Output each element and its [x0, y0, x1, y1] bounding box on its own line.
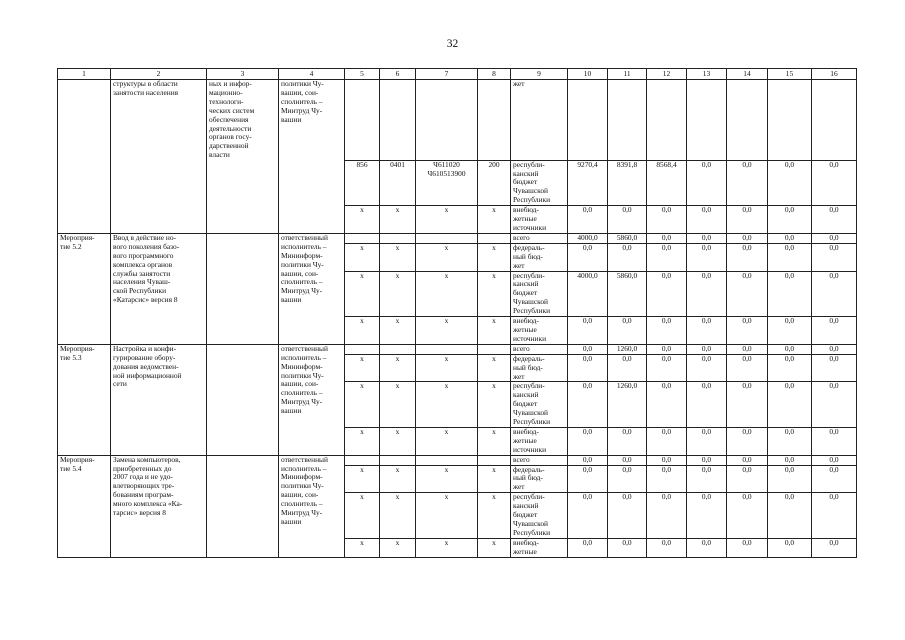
value-cell: 0,0	[727, 233, 768, 243]
funding-source-cell: федераль- ный бюд- жет	[511, 354, 568, 382]
value-cell: 0,0	[768, 354, 812, 382]
kbk-gr-cell: x	[345, 493, 380, 539]
value-cell: 0,0	[812, 243, 857, 271]
value-cell: 0,0	[608, 206, 647, 234]
value-cell: 0,0	[608, 538, 647, 557]
value-cell: 0,0	[727, 271, 768, 317]
measure-code-cell	[58, 160, 111, 206]
value-cell: 0,0	[687, 344, 727, 354]
value-cell: 0,0	[647, 455, 687, 465]
column-header: 10	[568, 69, 608, 80]
kbk-vr-cell: x	[478, 427, 511, 455]
page-number: 32	[446, 38, 459, 50]
value-cell: 0,0	[687, 493, 727, 539]
kbk-vr-cell: x	[478, 465, 511, 493]
kbk-vr-cell: 200	[478, 160, 511, 206]
column-header: 15	[768, 69, 812, 80]
value-cell: 4000,0	[568, 233, 608, 243]
kbk-rz-cell: x	[380, 465, 416, 493]
value-cell: 0,0	[727, 243, 768, 271]
column-header: 14	[727, 69, 768, 80]
kbk-rz-cell: x	[380, 427, 416, 455]
kbk-csr-cell: x	[416, 538, 478, 557]
value-cell: 0,0	[568, 382, 608, 428]
executor-cell: ответственный исполнитель – Мининформ- политики Чу- вашии, сои- сполнитель – Минтруд Чу- вашии	[279, 233, 345, 344]
value-cell	[568, 80, 608, 161]
value-cell: 0,0	[727, 493, 768, 539]
value-cell: 0,0	[647, 233, 687, 243]
kbk-gr-cell	[345, 455, 380, 465]
kbk-vr-cell: x	[478, 382, 511, 428]
value-cell: 0,0	[687, 455, 727, 465]
technology-cell	[207, 160, 279, 206]
measure-code-cell: Мероприя- тие 5.2	[58, 233, 111, 344]
value-cell: 0,0	[568, 427, 608, 455]
funding-source-cell: внебюд- жетные источники	[511, 317, 568, 345]
kbk-gr-cell: x	[345, 465, 380, 493]
funding-source-cell: федераль- ный бюд- жет	[511, 465, 568, 493]
kbk-gr-cell: x	[345, 538, 380, 557]
column-header: 8	[478, 69, 511, 80]
value-cell	[727, 80, 768, 161]
kbk-csr-cell: Ч611020 Ч610513900	[416, 160, 478, 206]
budget-table	[57, 68, 857, 558]
value-cell: 0,0	[687, 317, 727, 345]
kbk-vr-cell: x	[478, 317, 511, 345]
value-cell: 0,0	[687, 160, 727, 206]
measure-code-cell: Мероприя- тие 5.4	[58, 455, 111, 557]
funding-source-cell: республи- канский бюджет Чувашской Республики	[511, 493, 568, 539]
value-cell: 0,0	[812, 465, 857, 493]
value-cell: 0,0	[647, 354, 687, 382]
value-cell: 0,0	[608, 243, 647, 271]
kbk-csr-cell	[416, 344, 478, 354]
value-cell: 0,0	[768, 271, 812, 317]
value-cell: 0,0	[687, 233, 727, 243]
value-cell: 0,0	[727, 354, 768, 382]
value-cell: 0,0	[647, 538, 687, 557]
kbk-vr-cell: x	[478, 538, 511, 557]
value-cell: 0,0	[768, 427, 812, 455]
kbk-vr-cell	[478, 233, 511, 243]
kbk-rz-cell: 0401	[380, 160, 416, 206]
value-cell: 1260,0	[608, 344, 647, 354]
measure-code-cell	[58, 80, 111, 161]
column-header: 3	[207, 69, 279, 80]
value-cell: 0,0	[608, 317, 647, 345]
kbk-vr-cell	[478, 455, 511, 465]
value-cell: 0,0	[687, 465, 727, 493]
table-row	[58, 455, 857, 465]
kbk-gr-cell: x	[345, 354, 380, 382]
kbk-vr-cell: x	[478, 493, 511, 539]
kbk-csr-cell	[416, 455, 478, 465]
kbk-csr-cell: x	[416, 206, 478, 234]
value-cell: 0,0	[768, 382, 812, 428]
funding-source-cell: жет	[511, 80, 568, 161]
value-cell: 0,0	[812, 206, 857, 234]
kbk-vr-cell: x	[478, 206, 511, 234]
technology-cell	[207, 206, 279, 234]
kbk-gr-cell: x	[345, 317, 380, 345]
value-cell: 0,0	[727, 317, 768, 345]
value-cell: 0,0	[568, 538, 608, 557]
kbk-csr-cell: x	[416, 317, 478, 345]
value-cell: 1260,0	[608, 382, 647, 428]
value-cell: 0,0	[647, 243, 687, 271]
value-cell: 5860,0	[608, 271, 647, 317]
measure-name-cell: структуры в области занятости населения	[111, 80, 207, 161]
value-cell: 0,0	[768, 317, 812, 345]
kbk-vr-cell	[478, 80, 511, 161]
value-cell: 0,0	[568, 206, 608, 234]
value-cell: 0,0	[608, 455, 647, 465]
value-cell: 0,0	[687, 354, 727, 382]
kbk-rz-cell	[380, 80, 416, 161]
executor-cell	[279, 160, 345, 206]
value-cell: 0,0	[687, 382, 727, 428]
kbk-gr-cell	[345, 80, 380, 161]
table-body	[58, 69, 857, 558]
kbk-vr-cell	[478, 344, 511, 354]
kbk-csr-cell: x	[416, 465, 478, 493]
value-cell: 0,0	[647, 465, 687, 493]
value-cell: 8568,4	[647, 160, 687, 206]
kbk-gr-cell: 856	[345, 160, 380, 206]
funding-source-cell: внебюд- жетные	[511, 538, 568, 557]
funding-source-cell: федераль- ный бюд- жет	[511, 243, 568, 271]
kbk-csr-cell: x	[416, 271, 478, 317]
value-cell: 0,0	[647, 382, 687, 428]
value-cell: 0,0	[608, 427, 647, 455]
value-cell	[812, 80, 857, 161]
technology-cell	[207, 344, 279, 455]
kbk-rz-cell: x	[380, 317, 416, 345]
value-cell: 0,0	[727, 538, 768, 557]
column-header: 9	[511, 69, 568, 80]
value-cell: 0,0	[568, 317, 608, 345]
column-header: 4	[279, 69, 345, 80]
value-cell: 0,0	[687, 427, 727, 455]
column-header: 2	[111, 69, 207, 80]
value-cell: 0,0	[687, 243, 727, 271]
column-header: 7	[416, 69, 478, 80]
kbk-vr-cell: x	[478, 243, 511, 271]
column-header: 16	[812, 69, 857, 80]
value-cell: 0,0	[812, 493, 857, 539]
value-cell: 0,0	[568, 493, 608, 539]
technology-cell	[207, 233, 279, 344]
value-cell: 0,0	[812, 354, 857, 382]
value-cell: 0,0	[687, 206, 727, 234]
kbk-gr-cell	[345, 233, 380, 243]
executor-cell	[279, 206, 345, 234]
measure-name-cell: Настройка и конфи- гурирование обору- дования ведомствен- ной информационной сети	[111, 344, 207, 455]
value-cell: 4000,0	[568, 271, 608, 317]
value-cell: 0,0	[568, 354, 608, 382]
value-cell: 0,0	[768, 538, 812, 557]
kbk-gr-cell	[345, 344, 380, 354]
value-cell	[768, 80, 812, 161]
value-cell: 0,0	[727, 465, 768, 493]
measure-code-cell: Мероприя- тие 5.3	[58, 344, 111, 455]
value-cell: 0,0	[647, 317, 687, 345]
value-cell: 0,0	[768, 233, 812, 243]
value-cell: 0,0	[687, 538, 727, 557]
value-cell: 0,0	[727, 382, 768, 428]
value-cell: 0,0	[812, 455, 857, 465]
value-cell: 0,0	[608, 465, 647, 493]
table-row	[58, 206, 857, 234]
executor-cell: ответственный исполнитель – Мининформ- политики Чу- вашии, сои- сполнитель – Минтруд Чу- вашии	[279, 455, 345, 557]
funding-source-cell: республи- канский бюджет Чувашской Республики	[511, 271, 568, 317]
column-header: 11	[608, 69, 647, 80]
value-cell	[647, 80, 687, 161]
kbk-rz-cell	[380, 344, 416, 354]
value-cell: 0,0	[812, 427, 857, 455]
value-cell: 0,0	[727, 344, 768, 354]
value-cell: 0,0	[768, 160, 812, 206]
value-cell: 5860,0	[608, 233, 647, 243]
column-header: 5	[345, 69, 380, 80]
kbk-rz-cell: x	[380, 538, 416, 557]
kbk-rz-cell: x	[380, 206, 416, 234]
value-cell	[608, 80, 647, 161]
column-header: 6	[380, 69, 416, 80]
technology-cell: ных и инфор- мационно- технологи- ческих систем обеспечения деятельности органов госу- дарственной власти	[207, 80, 279, 161]
table-row	[58, 160, 857, 206]
kbk-csr-cell: x	[416, 493, 478, 539]
value-cell: 0,0	[812, 271, 857, 317]
kbk-rz-cell	[380, 455, 416, 465]
value-cell: 0,0	[812, 160, 857, 206]
value-cell: 0,0	[768, 455, 812, 465]
value-cell: 0,0	[568, 344, 608, 354]
value-cell: 0,0	[812, 344, 857, 354]
measure-code-cell	[58, 206, 111, 234]
funding-source-cell: республи- канский бюджет Чувашской Республики	[511, 382, 568, 428]
column-header: 13	[687, 69, 727, 80]
measure-name-cell: Замена компьютеров, приобретенных до 2007 года и не удо- влетворяющих тре- бованиям програм- много комплекса «Ка- тарсис» версия 8	[111, 455, 207, 557]
value-cell: 0,0	[812, 382, 857, 428]
value-cell: 0,0	[727, 206, 768, 234]
kbk-csr-cell: x	[416, 382, 478, 428]
value-cell: 0,0	[568, 243, 608, 271]
value-cell: 0,0	[568, 465, 608, 493]
value-cell: 0,0	[768, 206, 812, 234]
table-row	[58, 233, 857, 243]
table-row	[58, 344, 857, 354]
measure-name-cell	[111, 206, 207, 234]
kbk-csr-cell	[416, 80, 478, 161]
value-cell: 0,0	[768, 493, 812, 539]
table-row	[58, 80, 857, 161]
value-cell: 0,0	[647, 427, 687, 455]
value-cell: 0,0	[687, 271, 727, 317]
kbk-gr-cell: x	[345, 271, 380, 317]
kbk-rz-cell: x	[380, 271, 416, 317]
value-cell: 0,0	[608, 493, 647, 539]
funding-source-cell: внебюд- жетные источники	[511, 427, 568, 455]
funding-source-cell: всего	[511, 344, 568, 354]
value-cell	[687, 80, 727, 161]
column-header: 1	[58, 69, 111, 80]
funding-source-cell: внебюд- жетные источники	[511, 206, 568, 234]
technology-cell	[207, 455, 279, 557]
value-cell: 0,0	[768, 465, 812, 493]
kbk-rz-cell: x	[380, 243, 416, 271]
value-cell: 0,0	[727, 455, 768, 465]
kbk-rz-cell	[380, 233, 416, 243]
kbk-gr-cell: x	[345, 206, 380, 234]
executor-cell: политики Чу- вашии, сои- сполнитель – Минтруд Чу- вашии	[279, 80, 345, 161]
kbk-rz-cell: x	[380, 493, 416, 539]
value-cell: 8391,8	[608, 160, 647, 206]
measure-name-cell: Ввод в действие но- вого поколения базо- вого программного комплекса органов службы занятости населения Чуваш- ской Республики «Катарсис» версия 8	[111, 233, 207, 344]
value-cell: 0,0	[568, 455, 608, 465]
kbk-csr-cell: x	[416, 427, 478, 455]
measure-name-cell	[111, 160, 207, 206]
kbk-rz-cell: x	[380, 382, 416, 428]
value-cell: 0,0	[647, 344, 687, 354]
value-cell: 0,0	[812, 317, 857, 345]
funding-source-cell: всего	[511, 455, 568, 465]
kbk-csr-cell: x	[416, 243, 478, 271]
kbk-gr-cell: x	[345, 243, 380, 271]
value-cell: 9270,4	[568, 160, 608, 206]
column-header: 12	[647, 69, 687, 80]
value-cell: 0,0	[727, 427, 768, 455]
value-cell: 0,0	[768, 344, 812, 354]
value-cell: 0,0	[812, 233, 857, 243]
funding-source-cell: всего	[511, 233, 568, 243]
value-cell: 0,0	[647, 206, 687, 234]
kbk-csr-cell	[416, 233, 478, 243]
value-cell: 0,0	[768, 243, 812, 271]
kbk-gr-cell: x	[345, 427, 380, 455]
executor-cell: ответственный исполнитель – Мининформ- политики Чу- вашии, сои- сполнитель – Минтруд Чу- вашии	[279, 344, 345, 455]
header-row	[58, 69, 857, 80]
kbk-gr-cell: x	[345, 382, 380, 428]
value-cell: 0,0	[647, 271, 687, 317]
value-cell: 0,0	[647, 493, 687, 539]
value-cell: 0,0	[812, 538, 857, 557]
funding-source-cell: республи- канский бюджет Чувашской Республики	[511, 160, 568, 206]
kbk-vr-cell: x	[478, 354, 511, 382]
value-cell: 0,0	[727, 160, 768, 206]
value-cell: 0,0	[608, 354, 647, 382]
kbk-rz-cell: x	[380, 354, 416, 382]
kbk-csr-cell: x	[416, 354, 478, 382]
kbk-vr-cell: x	[478, 271, 511, 317]
